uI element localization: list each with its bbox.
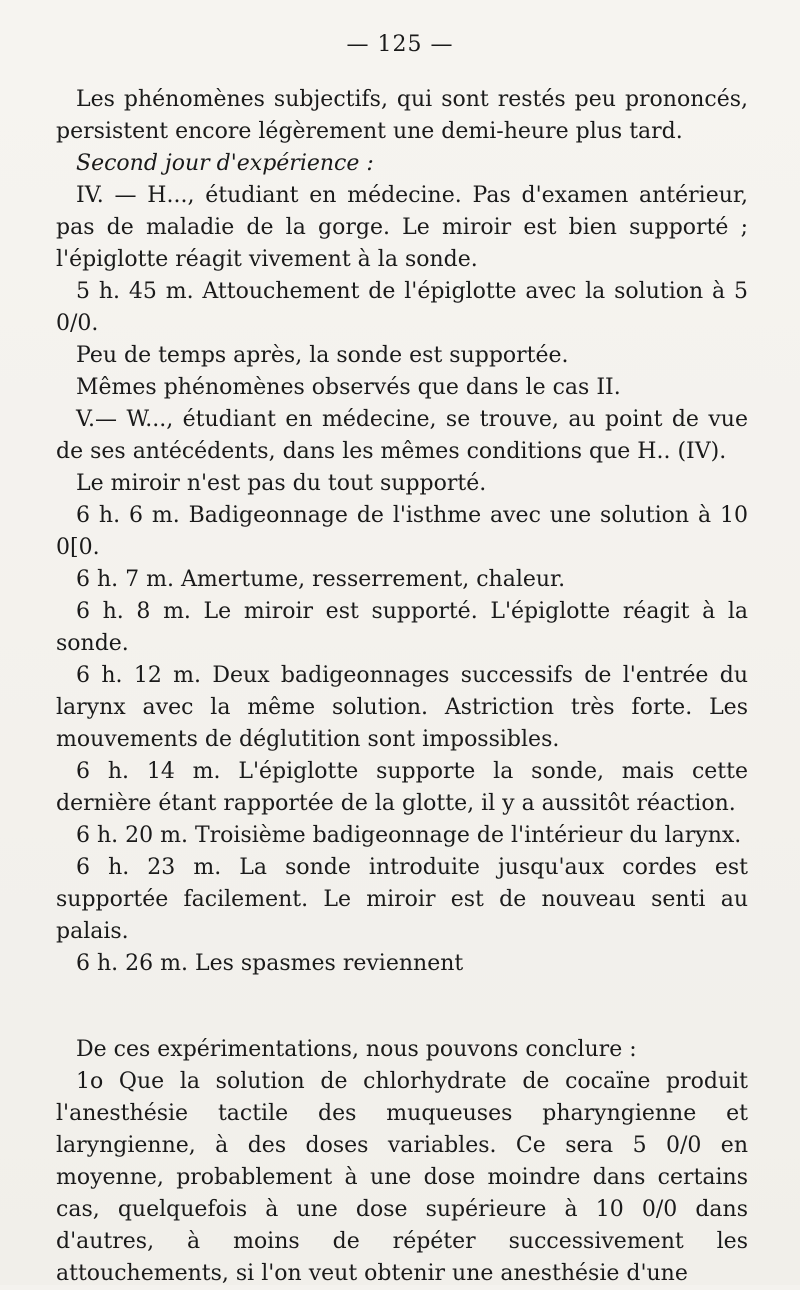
page-number: — 125 — bbox=[346, 32, 454, 57]
experiment-v-66: 6 h. 6 m. Badigeonnage de l'isthme avec une solution à 10 0[0. bbox=[56, 503, 748, 560]
experiment-v-68: 6 h. 8 m. Le miroir est supporté. L'épiglotte réagit à la sonde. bbox=[56, 599, 748, 656]
experiment-iv-intro: IV. — H..., étudiant en médecine. Pas d'examen antérieur, pas de maladie de la gorge. Le miroir est bien supporté ; l'épiglotte réagit vivement à la sonde. bbox=[56, 183, 748, 272]
experiment-iv-memes: Mêmes phénomènes observés que dans le cas II. bbox=[76, 375, 621, 400]
page-body bbox=[56, 84, 748, 1290]
experiment-v-intro: V.— W..., étudiant en médecine, se trouve, au point de vue de ses antécédents, dans les mêmes conditions que H.. (IV). bbox=[56, 407, 748, 464]
experiment-v-626: 6 h. 26 m. Les spasmes reviennent bbox=[76, 951, 464, 976]
conclusion-lead: De ces expérimentations, nous pouvons conclure : bbox=[76, 1037, 637, 1062]
section-heading: Second jour d'expérience : bbox=[76, 151, 374, 176]
paragraph-intro: Les phénomènes subjectifs, qui sont restés peu prononcés, persistent encore légèrement une demi-heure plus tard. bbox=[56, 87, 748, 144]
experiment-v-614: 6 h. 14 m. L'épiglotte supporte la sonde, mais cette dernière étant rapportée de la glotte, il y a aussitôt réaction. bbox=[56, 759, 748, 816]
experiment-v-612: 6 h. 12 m. Deux badigeonnages successifs de l'entrée du larynx avec la même solution. Astriction très forte. Les mouvements de déglutition sont impossibles. bbox=[56, 663, 748, 752]
section-gap bbox=[56, 980, 748, 1034]
experiment-v-miroir: Le miroir n'est pas du tout supporté. bbox=[76, 471, 487, 496]
experiment-v-623: 6 h. 23 m. La sonde introduite jusqu'aux cordes est supportée facilement. Le miroir est de nouveau senti au palais. bbox=[56, 855, 748, 944]
conclusion-1: 1o Que la solution de chlorhydrate de cocaïne produit l'anesthésie tactile des muqueuses pharyngienne et laryngienne, à des doses variables. Ce sera 5 0/0 en moyenne, probablement à une dose moindre dans certains cas, quelquefois à une dose supérieure à 10 0/0 dans d'autres, à moins de répéter successivement les attouchements, si l'on veut obtenir une anesthésie d'une bbox=[56, 1069, 748, 1286]
experiment-v-620: 6 h. 20 m. Troisième badigeonnage de l'intérieur du larynx. bbox=[76, 823, 742, 848]
experiment-iv-peu: Peu de temps après, la sonde est supportée. bbox=[76, 343, 569, 368]
experiment-iv-545: 5 h. 45 m. Attouchement de l'épiglotte avec la solution à 5 0/0. bbox=[56, 279, 748, 336]
experiment-v-67: 6 h. 7 m. Amertume, resserrement, chaleur. bbox=[76, 567, 566, 592]
